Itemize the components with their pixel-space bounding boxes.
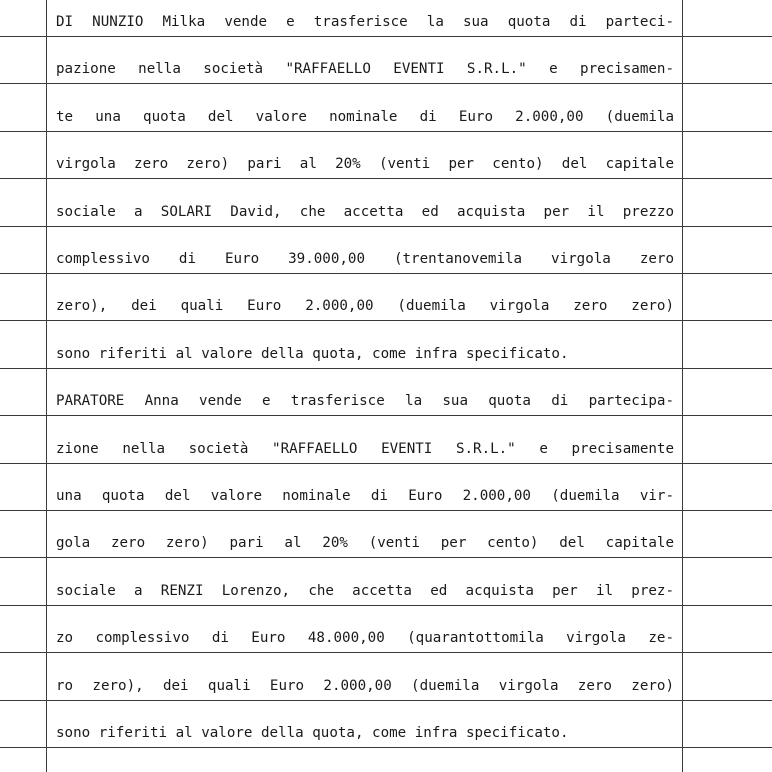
ruled-line [0, 320, 772, 321]
text-line: PARATORE Anna vende e trasferisce la sua quota di partecipa- [56, 393, 674, 409]
ruled-line [0, 368, 772, 369]
ruled-line [0, 652, 772, 653]
ruled-line [0, 131, 772, 132]
text-line: ro zero), dei quali Euro 2.000,00 (duemila virgola zero zero) [56, 678, 674, 694]
text-line: sociale a SOLARI David, che accetta ed acquista per il prezzo [56, 204, 674, 220]
text-line: virgola zero zero) pari al 20% (venti per cento) del capitale [56, 156, 674, 172]
ruled-line [0, 178, 772, 179]
right-margin-rule [682, 0, 683, 772]
ruled-line [0, 415, 772, 416]
text-line: zo complessivo di Euro 48.000,00 (quarantottomila virgola ze- [56, 630, 674, 646]
ruled-line [0, 747, 772, 748]
text-line: sono riferiti al valore della quota, come infra specificato. [56, 725, 569, 741]
text-line: complessivo di Euro 39.000,00 (trentanovemila virgola zero [56, 251, 674, 267]
text-line: gola zero zero) pari al 20% (venti per cento) del capitale [56, 535, 674, 551]
text-line: pazione nella società "RAFFAELLO EVENTI S.R.L." e precisamen- [56, 61, 674, 77]
text-line: sono riferiti al valore della quota, come infra specificato. [56, 346, 569, 362]
ruled-line [0, 463, 772, 464]
ruled-line [0, 273, 772, 274]
text-line: zione nella società "RAFFAELLO EVENTI S.R.L." e precisamente [56, 441, 674, 457]
text-line: zero), dei quali Euro 2.000,00 (duemila virgola zero zero) [56, 298, 674, 314]
ruled-line [0, 36, 772, 37]
left-margin-rule [46, 0, 47, 772]
ruled-line [0, 83, 772, 84]
text-line: una quota del valore nominale di Euro 2.000,00 (duemila vir- [56, 488, 674, 504]
text-line: DI NUNZIO Milka vende e trasferisce la sua quota di parteci- [56, 14, 674, 30]
text-line: sociale a RENZI Lorenzo, che accetta ed acquista per il prez- [56, 583, 674, 599]
ruled-line [0, 605, 772, 606]
ruled-line [0, 510, 772, 511]
ruled-line [0, 226, 772, 227]
ruled-line [0, 700, 772, 701]
text-line: te una quota del valore nominale di Euro 2.000,00 (duemila [56, 109, 674, 125]
ruled-line [0, 557, 772, 558]
